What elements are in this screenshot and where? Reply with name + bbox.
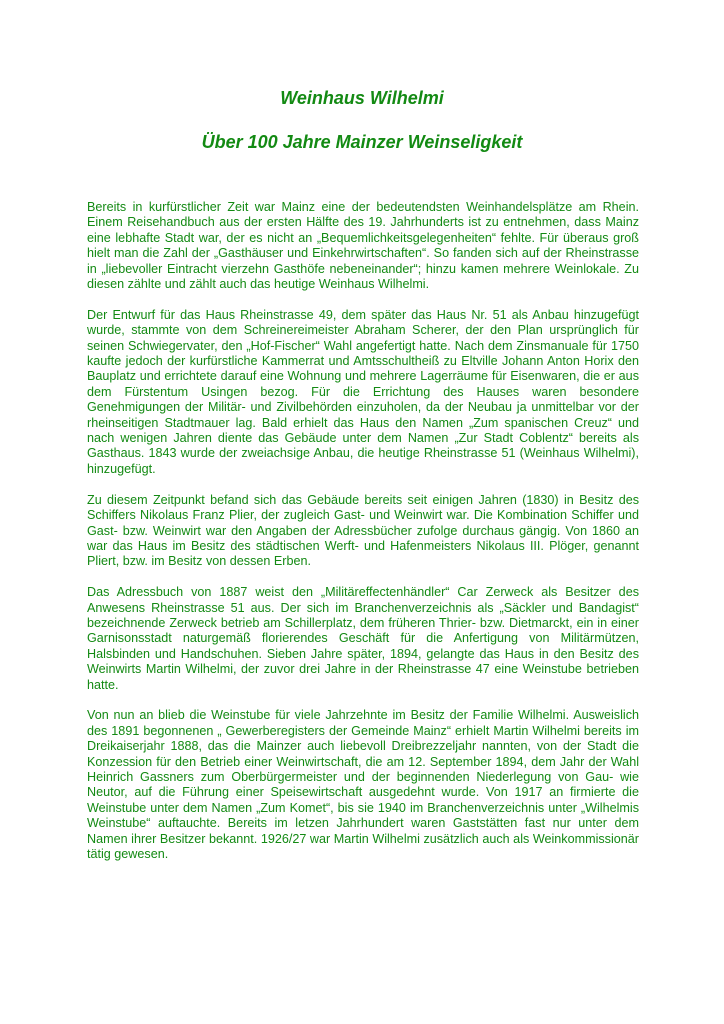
paragraph: Zu diesem Zeitpunkt befand sich das Gebäude bereits seit einigen Jahren (1830) in Besitz des Schiffers Nikolaus Franz Plier, der zugleich Gast- und Weinwirt war. Die Kombination Schiffer und Gast- bzw. Weinwirt war den Angaben der Adressbücher zufolge durchaus gängig. Von 1860 an war das Haus im Besitz des städtischen Werft- und Hafenmeisters Nikolaus III. Plöger, genannt Pliert, bzw. im Besitz von dessen Erben. [87,492,639,569]
paragraph: Bereits in kurfürstlicher Zeit war Mainz eine der bedeutendsten Weinhandelsplätze am Rhein. Einem Reisehandbuch aus der ersten Hälfte des 19. Jahrhunderts ist zu entnehmen, dass Mainz eine lebhafte Stadt war, der es nicht an „Bequemlichkeitsgelegenheiten“ fehlte. Für überaus groß hielt man die Zahl der „Gasthäuser und Einkehrwirtschaften“. So fanden sich auf der Rheinstrasse in „liebevoller Eintracht vierzehn Gasthöfe nebeneinander“; hinzu kamen mehrere Weinlokale. Zu diesen zählte und zählt auch das heutige Weinhaus Wilhelmi. [87,200,639,292]
document-title: Weinhaus Wilhelmi [280,88,444,108]
paragraph: Der Entwurf für das Haus Rheinstrasse 49, dem später das Haus Nr. 51 als Anbau hinzugefügt wurde, stammte von dem Schreinereimeister Abraham Scherer, der den Plan ursprünglich für seinen Schwiegervater, den „Hof-Fischer“ Wahl angefertigt hatte. Nach dem Zinsmanuale für 1750 kaufte jedoch der kurfürstliche Kammerrat und Amtsschultheiß zu Eltville Johann Anton Horix den Bauplatz und errichtete darauf eine Wohnung und mehrere Lagerräume für Eisenwaren, die er aus dem Fürstentum Usingen bezog. Für die Errichtung des Hauses waren besondere Genehmigungen der Militär- und Zivilbehörden einzuholen, da der Neubau ja unmittelbar vor der rheinseitigen Stadtmauer lag. Bald erhielt das Haus den Namen „Zum spanischen Creuz“ und nach wenigen Jahren diente das Gebäude unter dem Namen „Zur Stadt Coblentz“ bereits als Gasthaus. 1843 wurde der zweiachsige Anbau, die heutige Rheinstrasse 51 (Weinhaus Wilhelmi), hinzugefügt. [87,307,639,476]
document-body [87,200,639,878]
document-subtitle: Über 100 Jahre Mainzer Weinseligkeit [201,132,523,152]
paragraph: Von nun an blieb die Weinstube für viele Jahrzehnte im Besitz der Familie Wilhelmi. Ausweislich des 1891 begonnenen „ Gewerberegisters der Gemeinde Mainz“ erhielt Martin Wilhelmi bereits im Dreikaiserjahr 1888, das die Mainzer auch liebevoll Dreibrezzeljahr nannten, von der Stadt die Konzession für den Betrieb einer Weinwirtschaft, die am 12. September 1894, dem Jahr der Wahl Heinrich Gassners zum Oberbürgermeister und der beginnenden Niederlegung von Gau- wie Neutor, auf die Führung einer Speisewirtschaft ausgedehnt wurde. Von 1917 an firmierte die Weinstube unter dem Namen „Zum Komet“, bis sie 1940 im Branchenverzeichnis unter „Wilhelmis Weinstube“ auftauchte. Bereits im letzen Jahrhundert waren Gaststätten fast nur unter dem Namen ihrer Besitzer bekannt. 1926/27 war Martin Wilhelmi zusätzlich auch als Weinkommissionär tätig gewesen. [87,708,639,861]
paragraph: Das Adressbuch von 1887 weist den „Militäreffectenhändler“ Car Zerweck als Besitzer des Anwesens Rheinstrasse 51 aus. Der sich im Branchenverzeichnis als „Säckler und Bandagist“ bezeichnende Zerweck betrieb am Schillerplatz, dem früheren Thrier- bzw. Dietmarckt, ein in einer Garnisonsstadt naturgemäß florierendes Geschäft für die Anfertigung von Militärmützen, Halsbinden und Handschuhen. Sieben Jahre später, 1894, gelangte das Haus in den Besitz des Weinwirts Martin Wilhelmi, der zuvor drei Jahre in der Rheinstrasse 47 eine Weinstube betrieben hatte. [87,585,639,692]
